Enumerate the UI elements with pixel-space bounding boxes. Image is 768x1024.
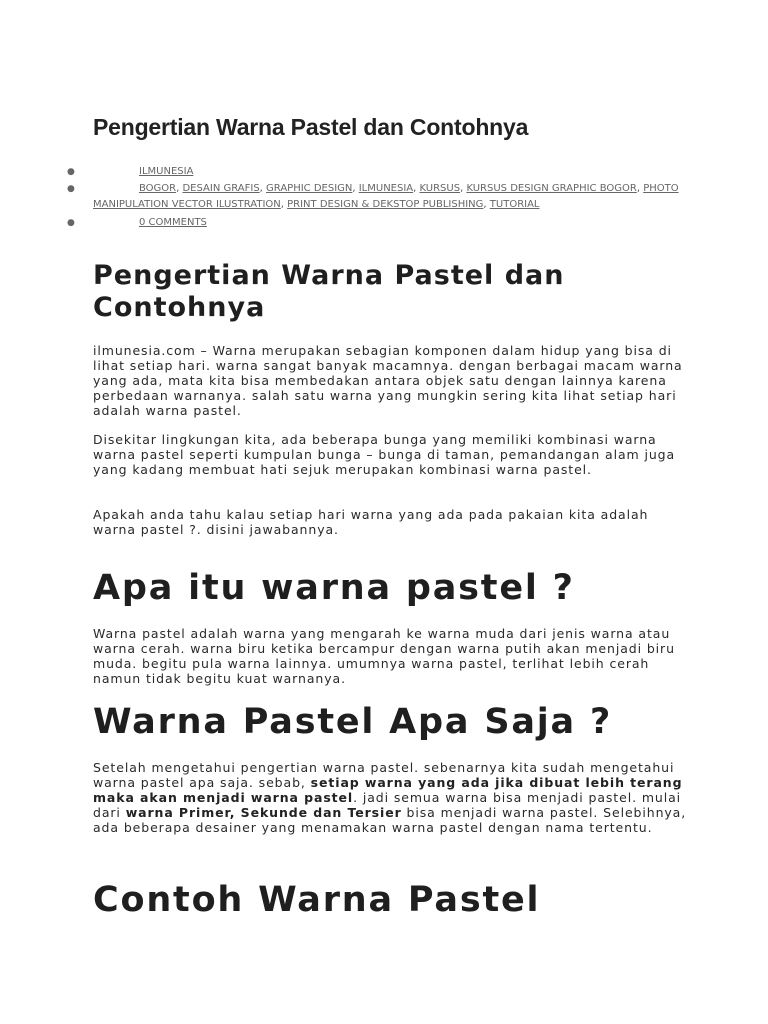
post-meta-list (67, 164, 687, 231)
section-heading-contoh: Contoh Warna Pastel (93, 880, 541, 920)
meta-comments-item (67, 215, 687, 232)
category-link-kursus[interactable]: KURSUS (419, 182, 461, 194)
section2-bold-a: setiap warna yang ada jika dibuat lebih terang maka akan menjadi warna pastel (93, 775, 683, 805)
intro-paragraph: ilmunesia.com – Warna merupakan sebagian komponen dalam hidup yang bisa di lihat setiap hari. warna sangat banyak macamnya. dengan berbagai macam warna yang ada, mata kita bisa membedakan antara objek satu dengan lainnya karena perbedaan warnanya. salah satu warna yang mungkin sering kita lihat setiap hari adalah warna pastel. (93, 343, 683, 418)
body-paragraph-2: Disekitar lingkungan kita, ada beberapa bunga yang memiliki kombinasi warna warna pastel seperti kumpulan bunga – bunga di taman, pemandangan alam juga yang kadang membuat hati sejuk merupakan kombinasi warna pastel. (93, 432, 676, 477)
category-link-desain-grafis[interactable]: DESAIN GRAFIS (182, 182, 260, 194)
category-link-print-design[interactable]: PRINT DESIGN & DEKSTOP PUBLISHING (287, 199, 484, 210)
meta-categories-item: ● BOGOR, DESAIN GRAFIS, GRAPHIC DESIGN, ILMUNESIA, KURSUS, KURSUS DESIGN GRAPHIC BOGOR, PHOTO MANIPULATION VECTOR ILUSTRATION, PRINT DESIGN & DEKSTOP PUBLISHING, TUTORIAL (67, 182, 679, 210)
section2-text-c: bisa menjadi warna pastel. Selebihnya, ada beberapa desainer yang menamakan warna pastel dengan nama tertentu. (93, 805, 687, 835)
comments-link[interactable]: 0 COMMENTS (139, 216, 207, 228)
category-link-photo-manipulation[interactable]: PHOTO MANIPULATION VECTOR ILUSTRATION (93, 182, 679, 210)
section2-bold-b: warna Primer, Sekunde dan Tersier (125, 805, 402, 820)
body-paragraph-3: Apakah anda tahu kalau setiap hari warna yang ada pada pakaian kita adalah warna pastel ?. disini jawabannya. (93, 507, 649, 537)
author-link[interactable]: ILMUNESIA (139, 166, 194, 177)
category-link-graphic-design[interactable]: GRAPHIC DESIGN (266, 182, 353, 194)
section-heading-apa-itu: Apa itu warna pastel ? (93, 568, 575, 608)
section-heading-apa-saja: Warna Pastel Apa Saja ? (93, 702, 613, 742)
article-heading: Pengertian Warna Pastel dan Contohnya (93, 260, 565, 323)
section2-text-b: . jadi semua warna bisa menjadi pastel. mulai dari (93, 790, 682, 820)
category-link-ilmunesia[interactable]: ILMUNESIA (358, 182, 414, 194)
category-link-tutorial[interactable]: TUTORIAL (489, 199, 540, 210)
section1-paragraph: Warna pastel adalah warna yang mengarah ke warna muda dari jenis warna atau warna cerah. warna biru ketika bercampur dengan warna putih akan menjadi biru muda. begitu pula warna lainnya. umumnya warna pastel, terlihat lebih cerah namun tidak begitu kuat warnanya. (93, 626, 675, 686)
bullet-icon: ● (67, 217, 75, 228)
bullet-icon: ● (67, 183, 75, 194)
category-link-bogor[interactable]: BOGOR (139, 182, 177, 194)
section2-text-a: Setelah mengetahui pengertian warna pastel. sebenarnya kita sudah mengetahui warna pastel apa saja. sebab, (93, 760, 675, 790)
section2-paragraph (93, 760, 693, 835)
meta-author-item (67, 164, 687, 181)
bullet-icon: ● (67, 167, 75, 177)
category-link-kursus-design-graphic-bogor[interactable]: KURSUS DESIGN GRAPHIC BOGOR (466, 182, 637, 194)
page-title: Pengertian Warna Pastel dan Contohnya (93, 114, 529, 140)
